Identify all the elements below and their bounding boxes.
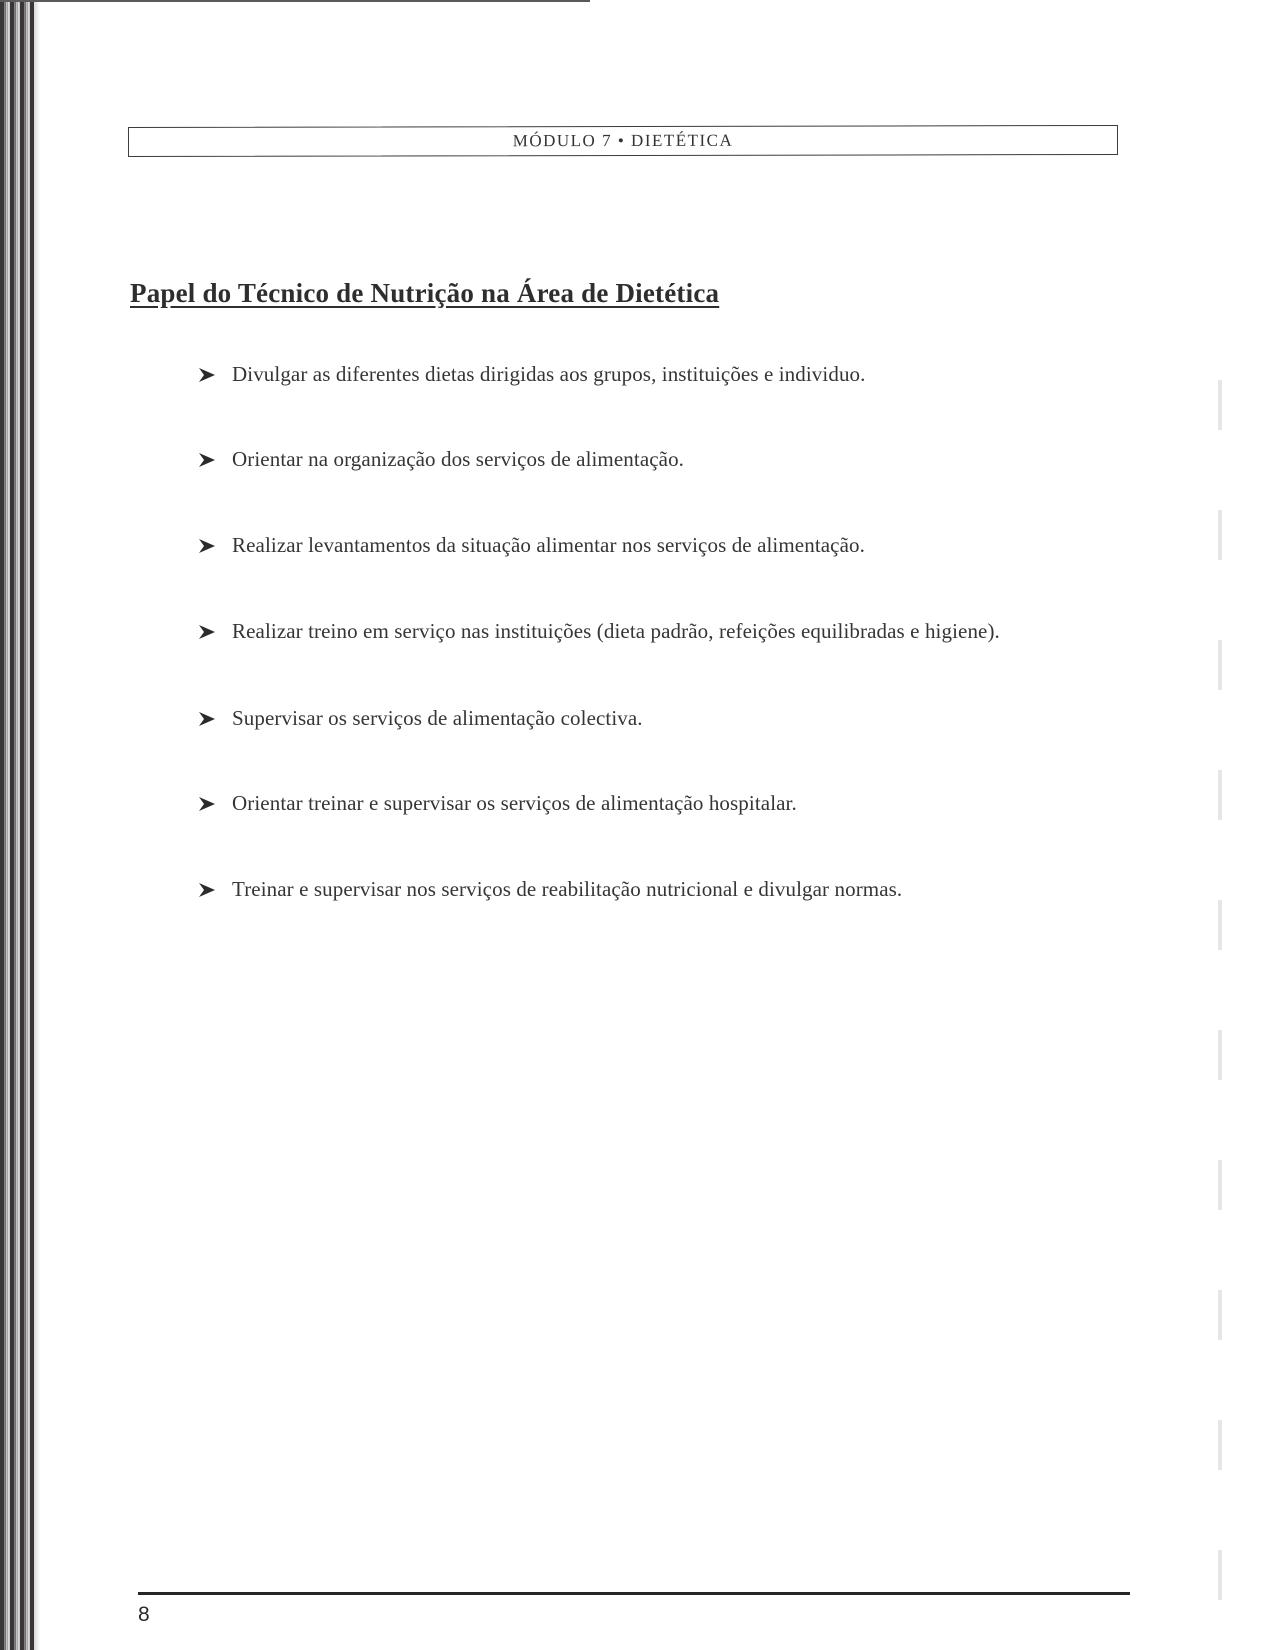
footer-rule xyxy=(138,1592,1130,1595)
top-rule xyxy=(0,0,590,2)
module-header xyxy=(128,125,1118,157)
arrowhead-bullet-icon xyxy=(198,452,216,468)
list-item-text: Realizar levantamentos da situação alimentar nos serviços de alimentação. xyxy=(232,533,865,557)
arrowhead-bullet-icon xyxy=(198,367,216,383)
list-item xyxy=(198,706,643,731)
list-item-text: Supervisar os serviços de alimentação colectiva. xyxy=(232,706,643,730)
binding-edge xyxy=(0,0,34,1650)
page-title: Papel do Técnico de Nutrição na Área de Dietética xyxy=(130,278,720,308)
list-item xyxy=(198,362,866,387)
list-item xyxy=(198,877,902,902)
list-item xyxy=(198,619,1000,644)
list-item xyxy=(198,791,797,816)
list-item-text: Orientar treinar e supervisar os serviços de alimentação hospitalar. xyxy=(232,791,797,815)
list-item-text: Divulgar as diferentes dietas dirigidas aos grupos, instituições e individuo. xyxy=(232,362,866,386)
module-header-title: MÓDULO 7 • DIETÉTICA xyxy=(512,130,734,151)
list-item xyxy=(198,533,865,558)
arrowhead-bullet-icon xyxy=(198,796,216,812)
list-item-text: Treinar e supervisar nos serviços de reabilitação nutricional e divulgar normas. xyxy=(232,877,903,901)
list-item-text: Orientar na organização dos serviços de alimentação. xyxy=(232,447,685,471)
arrowhead-bullet-icon xyxy=(198,711,216,727)
arrowhead-bullet-icon xyxy=(198,624,216,640)
scan-marks xyxy=(1218,300,1222,1600)
page-number: 8 xyxy=(138,1603,150,1626)
list-item-text: Realizar treino em serviço nas instituições (dieta padrão, refeições equilibradas e higiene). xyxy=(232,619,1000,643)
arrowhead-bullet-icon xyxy=(198,538,216,554)
arrowhead-bullet-icon xyxy=(198,882,216,898)
list-item xyxy=(198,447,684,472)
